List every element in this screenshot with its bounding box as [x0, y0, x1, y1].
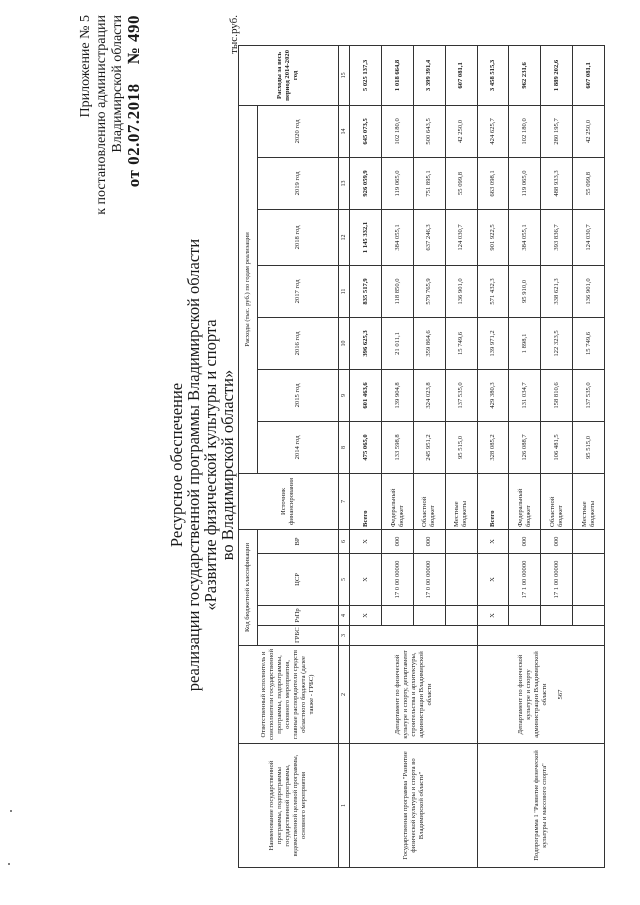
- number-value: 490: [124, 15, 143, 42]
- column-number: 10: [338, 317, 350, 369]
- appendix-number: Приложение № 5: [78, 15, 93, 118]
- value-cell: 55 099,8: [573, 157, 605, 209]
- rzpr-cell: [541, 606, 573, 626]
- vr-cell: 000: [541, 529, 573, 553]
- vr-cell: X: [477, 529, 509, 553]
- value-cell: 751 895,1: [414, 157, 446, 209]
- value-cell: 119 065,0: [509, 157, 541, 209]
- column-number: 2: [338, 646, 350, 744]
- date-value: 02.07.2018: [124, 83, 143, 165]
- appendix-line-1: к постановлению администрации: [94, 15, 109, 215]
- source-cell: Федеральный бюджет: [382, 473, 414, 529]
- column-number: 11: [338, 265, 350, 317]
- column-number: 15: [338, 45, 350, 105]
- total-cell: 1 889 202,6: [541, 45, 573, 105]
- value-cell: 15 749,6: [445, 317, 477, 369]
- subprogram-grbs: 567: [556, 689, 564, 700]
- value-cell: 396 625,3: [350, 317, 382, 369]
- value-cell: 42 250,0: [445, 105, 477, 157]
- resource-table: [238, 45, 605, 868]
- value-cell: 926 059,9: [350, 157, 382, 209]
- value-cell: 328 085,2: [477, 421, 509, 473]
- vr-cell: 000: [382, 529, 414, 553]
- header-total: Расходы за весь период 2014-2020 год: [239, 45, 339, 105]
- table-row: [477, 45, 509, 867]
- program-name: Государственная программа "Развитие физической культуры и спорта во Владимирской области": [350, 744, 477, 868]
- value-cell: 15 749,6: [573, 317, 605, 369]
- value-cell: 118 850,0: [382, 265, 414, 317]
- vr-cell: [573, 529, 605, 553]
- csr-cell: X: [350, 554, 382, 606]
- header-year-2020: 2020 год: [258, 105, 339, 157]
- column-number: 8: [338, 421, 350, 473]
- value-cell: 131 034,7: [509, 369, 541, 421]
- csr-cell: 17 0 00 00000: [382, 554, 414, 606]
- header-executor: Ответственный исполнитель и соисполнители государственной программы, подпрограммы, основного мероприятия, главные распорядители средств областного бюджета (далее также - ГРБС): [239, 646, 339, 744]
- program-rzpr: X: [350, 606, 382, 626]
- column-number-row: [338, 45, 350, 867]
- csr-cell: 17 0 00 00000: [414, 554, 446, 606]
- header-year-2017: 2017 год: [258, 265, 339, 317]
- value-cell: 21 011,1: [382, 317, 414, 369]
- total-cell: 3 458 515,3: [477, 45, 509, 105]
- column-number: 3: [338, 626, 350, 646]
- value-cell: 384 055,1: [382, 209, 414, 265]
- number-prefix: №: [124, 46, 143, 65]
- title-line-3: «Развитие физической культуры и спорта: [201, 319, 220, 611]
- subprogram-executor-text: Департамент по физической культуре и спорту администрации Владимирской области: [516, 651, 548, 738]
- rzpr-cell: [445, 606, 477, 626]
- value-cell: 136 901,0: [573, 265, 605, 317]
- value-cell: 102 180,0: [509, 105, 541, 157]
- rzpr-cell: [573, 606, 605, 626]
- value-cell: 500 643,5: [414, 105, 446, 157]
- source-cell: Областной бюджет: [541, 473, 573, 529]
- header-year-2019: 2019 год: [258, 157, 339, 209]
- program-grbs: [350, 626, 477, 646]
- header-grbs: ГРБС: [258, 626, 339, 646]
- csr-cell: 17 1 00 00000: [541, 554, 573, 606]
- column-number: 4: [338, 606, 350, 626]
- column-number: 12: [338, 209, 350, 265]
- column-number: 13: [338, 157, 350, 209]
- title-line-1: Ресурсное обеспечение: [167, 382, 186, 548]
- value-cell: 488 933,3: [541, 157, 573, 209]
- header-year-2014: 2014 год: [258, 421, 339, 473]
- value-cell: 137 535,0: [445, 369, 477, 421]
- total-cell: 3 399 391,4: [414, 45, 446, 105]
- source-cell: Всего: [350, 473, 382, 529]
- header-expenses: Расходы (тыс. руб.) по годам реализации: [239, 105, 258, 473]
- value-cell: 106 481,5: [541, 421, 573, 473]
- value-cell: 1 898,1: [509, 317, 541, 369]
- value-cell: 136 901,0: [445, 265, 477, 317]
- appendix-date-line: [126, 15, 142, 305]
- total-cell: 5 025 137,3: [350, 45, 382, 105]
- subprogram-name: Подпрограмма 1 "Развитие физической культуры и массового спорта": [477, 744, 604, 868]
- header-rzpr: РзПр: [258, 606, 339, 626]
- rzpr-cell: [509, 606, 541, 626]
- header-year-2016: 2016 год: [258, 317, 339, 369]
- value-cell: 139 904,8: [382, 369, 414, 421]
- value-cell: 126 088,7: [509, 421, 541, 473]
- appendix-block: [78, 15, 142, 305]
- title-line-4: во Владимирской области»: [218, 369, 237, 561]
- value-cell: 475 065,0: [350, 421, 382, 473]
- scan-dot: [8, 863, 10, 865]
- total-cell: 1 018 664,8: [382, 45, 414, 105]
- title-line-2: реализации государственной программы Владимирской области: [184, 238, 203, 692]
- value-cell: 119 065,0: [382, 157, 414, 209]
- value-cell: 95 515,0: [445, 421, 477, 473]
- value-cell: 139 971,2: [477, 317, 509, 369]
- source-cell: Местные бюджеты: [573, 473, 605, 529]
- value-cell: 55 099,8: [445, 157, 477, 209]
- value-cell: 384 055,1: [509, 209, 541, 265]
- column-number: 6: [338, 529, 350, 553]
- header-name: Наименование государственной программы, подпрограммы государственной программы, ведомственной целевой программы, основного мероприятия: [239, 744, 339, 868]
- csr-cell: [445, 554, 477, 606]
- header-budget-code: Код бюджетной классификации: [239, 529, 258, 645]
- value-cell: 124 030,7: [445, 209, 477, 265]
- source-cell: Местные бюджеты: [445, 473, 477, 529]
- value-cell: 122 323,5: [541, 317, 573, 369]
- value-cell: 393 836,7: [541, 209, 573, 265]
- csr-cell: 17 1 00 00000: [509, 554, 541, 606]
- date-prefix: от: [124, 169, 143, 188]
- value-cell: 571 432,3: [477, 265, 509, 317]
- value-cell: 280 195,7: [541, 105, 573, 157]
- vr-cell: 000: [509, 529, 541, 553]
- total-cell: 962 231,6: [509, 45, 541, 105]
- column-number: 1: [338, 744, 350, 868]
- header-year-2018: 2018 год: [258, 209, 339, 265]
- header-source: Источник финансирования: [239, 473, 339, 529]
- value-cell: 133 598,8: [382, 421, 414, 473]
- scan-dot: [10, 810, 12, 812]
- document-title: [168, 145, 236, 785]
- column-number: 14: [338, 105, 350, 157]
- program-executor: Департамент по физической культуре и спорту, департамент строительства и архитектуры, администрации Владимирской области: [350, 646, 477, 744]
- value-cell: 324 023,8: [414, 369, 446, 421]
- value-cell: 95 910,0: [509, 265, 541, 317]
- value-cell: 95 515,0: [573, 421, 605, 473]
- value-cell: 901 922,5: [477, 209, 509, 265]
- value-cell: 102 180,0: [382, 105, 414, 157]
- value-cell: 663 098,1: [477, 157, 509, 209]
- value-cell: 637 246,3: [414, 209, 446, 265]
- header-vr: ВР: [258, 529, 339, 553]
- value-cell: 429 380,3: [477, 369, 509, 421]
- vr-cell: [445, 529, 477, 553]
- value-cell: 158 810,6: [541, 369, 573, 421]
- header-csr: ЦСР: [258, 554, 339, 606]
- subprogram-executor: [477, 646, 604, 744]
- rzpr-cell: [382, 606, 414, 626]
- rzpr-cell: [414, 606, 446, 626]
- value-cell: 42 250,0: [573, 105, 605, 157]
- column-number: 9: [338, 369, 350, 421]
- total-cell: 607 081,1: [445, 45, 477, 105]
- value-cell: 245 951,2: [414, 421, 446, 473]
- value-cell: 137 535,0: [573, 369, 605, 421]
- value-cell: 124 030,7: [573, 209, 605, 265]
- value-cell: 645 073,5: [350, 105, 382, 157]
- subprogram-rzpr: X: [477, 606, 509, 626]
- source-cell: Федеральный бюджет: [509, 473, 541, 529]
- value-cell: 359 864,6: [414, 317, 446, 369]
- csr-cell: X: [477, 554, 509, 606]
- value-cell: 601 463,6: [350, 369, 382, 421]
- value-cell: 835 517,9: [350, 265, 382, 317]
- vr-cell: 000: [414, 529, 446, 553]
- subprogram-grbs-cell: [477, 626, 604, 646]
- header-year-2015: 2015 год: [258, 369, 339, 421]
- source-cell: Всего: [477, 473, 509, 529]
- table-row: [350, 45, 382, 867]
- value-cell: 579 765,9: [414, 265, 446, 317]
- value-cell: 424 625,7: [477, 105, 509, 157]
- value-cell: 1 145 332,1: [350, 209, 382, 265]
- unit-label: тыс.руб.: [228, 15, 240, 54]
- csr-cell: [573, 554, 605, 606]
- column-number: 5: [338, 554, 350, 606]
- total-cell: 607 081,1: [573, 45, 605, 105]
- appendix-line-2: Владимирской области: [110, 15, 125, 153]
- column-number: 7: [338, 473, 350, 529]
- value-cell: 338 621,3: [541, 265, 573, 317]
- source-cell: Областной бюджет: [414, 473, 446, 529]
- vr-cell: X: [350, 529, 382, 553]
